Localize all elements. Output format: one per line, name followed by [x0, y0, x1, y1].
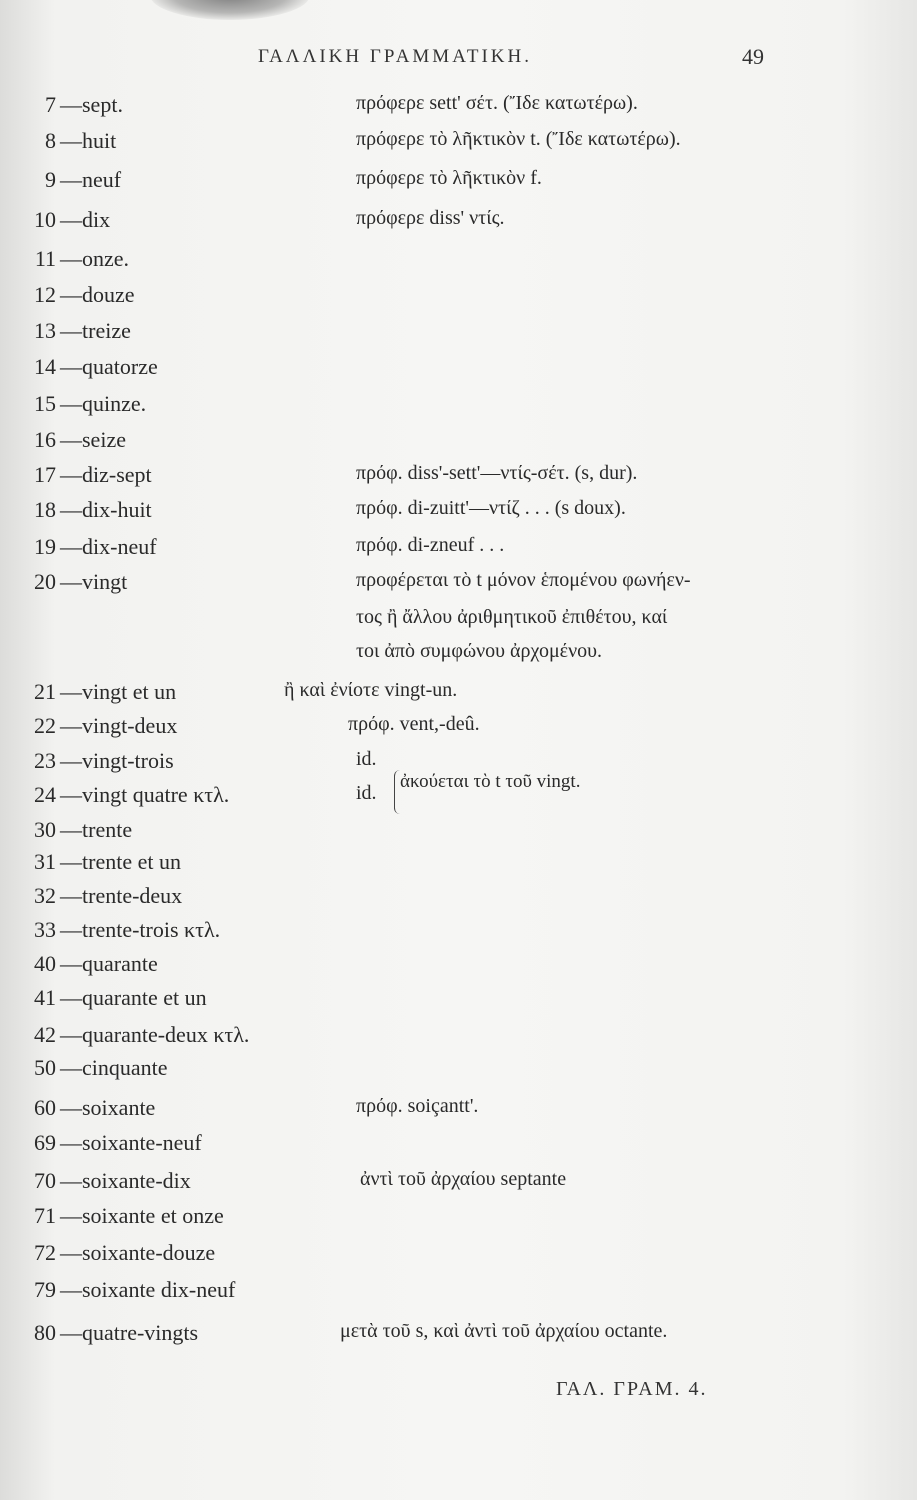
- list-item: [0, 951, 917, 985]
- numeral-word: —soixante-douze: [60, 1240, 216, 1265]
- numeral-word: —soixante et onze: [60, 1203, 224, 1228]
- list-item: [0, 427, 917, 461]
- numeral-digit: 24: [34, 782, 56, 807]
- numeral-word: —vingt quatre κτλ.: [60, 782, 230, 807]
- list-item: [0, 497, 917, 531]
- list-item: [0, 1203, 917, 1237]
- numeral-digit: 20: [34, 569, 56, 594]
- numeral-word: —trente-deux: [60, 883, 183, 908]
- list-item: [0, 391, 917, 425]
- numeral-digit: 19: [34, 534, 56, 559]
- numeral-digit: 31: [34, 849, 56, 874]
- numeral-word: —seize: [60, 427, 126, 452]
- numeral-word: —treize: [60, 318, 131, 343]
- numeral-word: —diz-sept: [60, 462, 152, 487]
- numeral-word: —trente: [60, 817, 133, 842]
- numeral-word: —neuf: [60, 167, 122, 192]
- pronunciation-note: πρόφερε τὸ λῆκτικὸν f.: [356, 167, 542, 189]
- pronunciation-note: πρόφ. diss'-sett'—ντίς-σέτ. (s, dur).: [356, 462, 638, 484]
- numeral-word: —quarante-deux κτλ.: [60, 1022, 250, 1047]
- numeral-digit: 60: [34, 1095, 56, 1120]
- numeral-word: —quatorze: [60, 354, 158, 379]
- numeral-digit: 18: [34, 497, 56, 522]
- list-item: [0, 849, 917, 883]
- list-item: [0, 917, 917, 951]
- numeral-digit: 13: [34, 318, 56, 343]
- list-item: [0, 534, 917, 568]
- numeral-digit: 42: [34, 1022, 56, 1047]
- numeral-word: —soixante-neuf: [60, 1130, 202, 1155]
- list-item: [0, 1055, 917, 1089]
- signature-mark: ΓΑΛ. ΓΡΑΜ. 4.: [556, 1378, 708, 1400]
- page-number: 49: [742, 44, 764, 69]
- numeral-digit: 15: [34, 391, 56, 416]
- numeral-word: —quatre-vingts: [60, 1320, 199, 1345]
- numeral-word: —quinze.: [60, 391, 147, 416]
- numeral-digit: 32: [34, 883, 56, 908]
- list-item: [0, 92, 917, 126]
- numeral-word: —cinquante: [60, 1055, 168, 1080]
- list-item: [0, 883, 917, 917]
- pronunciation-note: πρόφερε sett' σέτ. (Ἴδε κατωτέρω).: [356, 92, 638, 114]
- numeral-digit: 72: [34, 1240, 56, 1265]
- pronunciation-note: προφέρεται τὸ t μόνον ἑπομένου φωνήεν-: [356, 569, 691, 591]
- list-item: [0, 282, 917, 316]
- numeral-word: —soixante-dix: [60, 1168, 191, 1193]
- numeral-digit: 41: [34, 985, 56, 1010]
- pronunciation-note: πρόφ. soiçantt'.: [356, 1095, 479, 1117]
- numeral-digit: 22: [34, 713, 56, 738]
- list-item: [0, 1022, 917, 1056]
- list-item: [0, 1277, 917, 1311]
- numeral-word: —dix: [60, 207, 111, 232]
- list-item: [0, 640, 917, 674]
- numeral-word: —huit: [60, 128, 117, 153]
- pronunciation-note: πρόφ. di-zuitt'—ντίζ . . . (s doux).: [356, 497, 626, 519]
- numeral-word: —vingt: [60, 569, 128, 594]
- numeral-digit: 10: [34, 207, 56, 232]
- list-item: [0, 679, 917, 713]
- numeral-digit: 33: [34, 917, 56, 942]
- numeral-digit: 8: [45, 128, 56, 153]
- pronunciation-note: ἀντὶ τοῦ ἀρχαίου septante: [360, 1168, 567, 1190]
- pronunciation-note: ἢ καὶ ἐνίοτε vingt-un.: [284, 679, 458, 701]
- list-item: [0, 985, 917, 1019]
- numeral-word: —dix-huit: [60, 497, 152, 522]
- numeral-word: —douze: [60, 282, 135, 307]
- numeral-digit: 11: [34, 246, 56, 271]
- pronunciation-note: id.: [356, 748, 377, 770]
- numeral-digit: 23: [34, 748, 56, 773]
- numeral-word: —vingt et un: [60, 679, 177, 704]
- numeral-digit: 16: [34, 427, 56, 452]
- list-item: [0, 354, 917, 388]
- list-item: [0, 462, 917, 496]
- pronunciation-note: πρόφερε diss' ντίς.: [356, 207, 505, 229]
- numeral-word: —quarante: [60, 951, 158, 976]
- list-item: [0, 1095, 917, 1129]
- list-item: [0, 1168, 917, 1202]
- numeral-digit: 70: [34, 1168, 56, 1193]
- list-item: [0, 318, 917, 352]
- list-item: [0, 246, 917, 280]
- list-item: [0, 569, 917, 603]
- pronunciation-note: πρόφ. di-zneuf . . .: [356, 534, 505, 556]
- numeral-word: —dix-neuf: [60, 534, 157, 559]
- page-shadow: [150, 0, 310, 20]
- list-item: [0, 167, 917, 201]
- numeral-digit: 50: [34, 1055, 56, 1080]
- list-item: [0, 1240, 917, 1274]
- running-header: ΓΑΛΛΙΚΗ ΓΡΑΜΜΑΤΙΚΗ.: [258, 46, 532, 67]
- pronunciation-note: id.: [356, 782, 377, 804]
- numeral-digit: 79: [34, 1277, 56, 1302]
- pronunciation-note: μετὰ τοῦ s, καὶ ἀντὶ τοῦ ἀρχαίου octante.: [340, 1320, 668, 1342]
- list-item: [0, 1320, 917, 1354]
- numeral-digit: 21: [34, 679, 56, 704]
- numeral-digit: 30: [34, 817, 56, 842]
- numeral-word: —quarante et un: [60, 985, 207, 1010]
- numeral-word: —onze.: [60, 246, 130, 271]
- numeral-digit: 9: [45, 167, 56, 192]
- list-item: [0, 606, 917, 640]
- pronunciation-note: πρόφ. vent,-deû.: [348, 713, 480, 735]
- pronunciation-note: πρόφερε τὸ λῆκτικὸν t. (Ἴδε κατωτέρω).: [356, 128, 681, 150]
- numeral-digit: 17: [34, 462, 56, 487]
- brace-note: ἀκούεται τὸ t τοῦ vingt.: [400, 771, 581, 792]
- numeral-digit: 71: [34, 1203, 56, 1228]
- numeral-digit: 7: [45, 92, 56, 117]
- numeral-word: —soixante: [60, 1095, 156, 1120]
- numeral-digit: 80: [34, 1320, 56, 1345]
- list-item: [0, 817, 917, 851]
- list-item: [0, 207, 917, 241]
- numeral-digit: 69: [34, 1130, 56, 1155]
- numeral-word: —soixante dix-neuf: [60, 1277, 236, 1302]
- numeral-digit: 40: [34, 951, 56, 976]
- numeral-word: —trente-trois κτλ.: [60, 917, 221, 942]
- list-item: [0, 128, 917, 162]
- list-item: [0, 713, 917, 747]
- list-item: [0, 1130, 917, 1164]
- numeral-word: —vingt-trois: [60, 748, 174, 773]
- pronunciation-note: τος ἢ ἄλλου ἀριθμητικοῦ ἐπιθέτου, καί: [356, 606, 668, 628]
- numeral-word: —vingt-deux: [60, 713, 178, 738]
- pronunciation-note: τοι ἀπὸ συμφώνου ἀρχομένου.: [356, 640, 603, 662]
- numeral-digit: 12: [34, 282, 56, 307]
- numeral-word: —sept.: [60, 92, 123, 117]
- numeral-digit: 14: [34, 354, 56, 379]
- numeral-word: —trente et un: [60, 849, 181, 874]
